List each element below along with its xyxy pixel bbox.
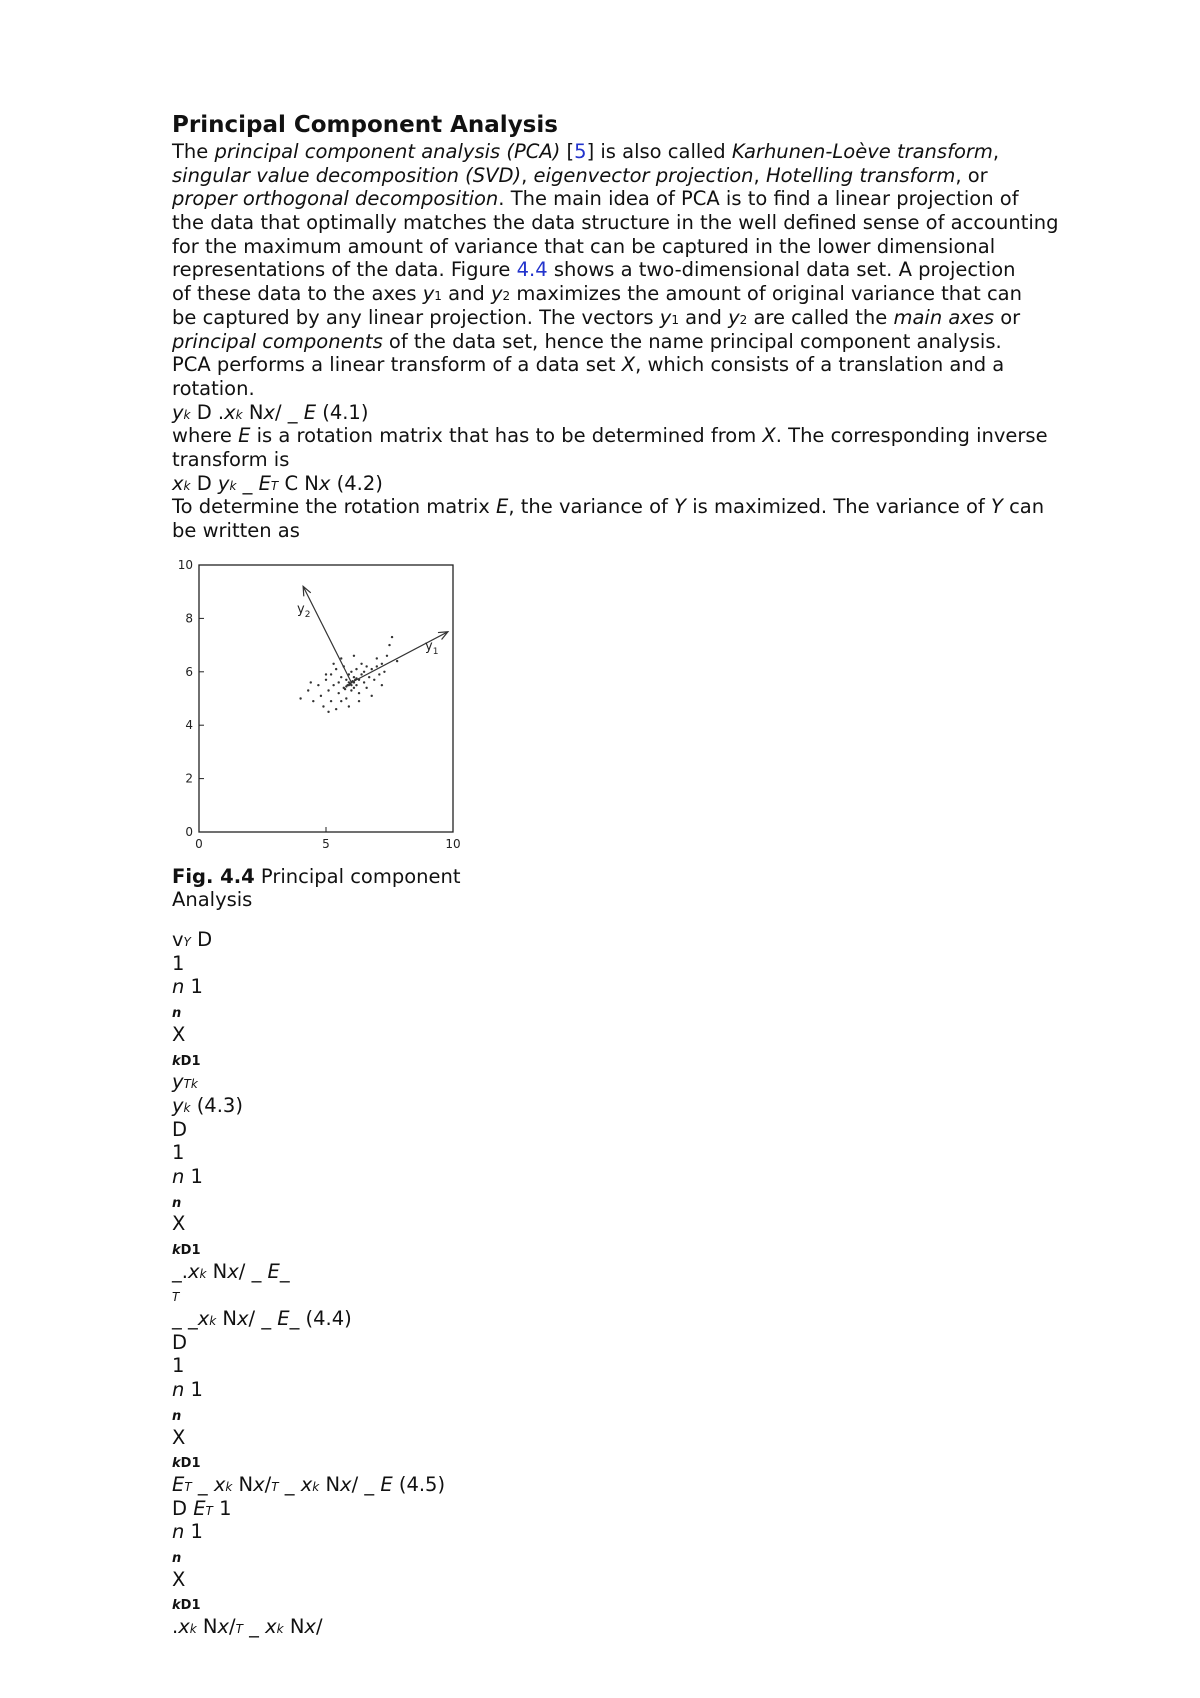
scatter-point [378, 673, 380, 675]
text: and [441, 282, 491, 306]
symbol: x [224, 400, 236, 424]
subscript: 1 [671, 312, 679, 327]
scatter-point [381, 684, 383, 686]
eq-line: 1 [172, 1354, 185, 1378]
scatter-point [355, 684, 357, 686]
axis-label-y2: $y_2$ [297, 601, 311, 620]
x-tick-label: 5 [322, 836, 330, 851]
text: or [994, 305, 1021, 329]
scatter-point [349, 682, 351, 684]
symbol: y [659, 305, 672, 329]
scatter-point [322, 705, 324, 707]
symbol: E [496, 495, 509, 519]
equation-4-1 [172, 401, 1112, 425]
equation-block [172, 928, 1112, 1639]
eq-line: D [172, 1330, 188, 1354]
eq-line: kD1 [172, 1456, 201, 1472]
term-hotelling: Hotelling transform [765, 163, 956, 187]
text: To determine the rotation matrix [172, 495, 497, 519]
document-content [172, 110, 1112, 1639]
symbol: y [172, 400, 184, 424]
figure-caption [172, 865, 1112, 889]
paragraph-line-6 [172, 258, 1112, 282]
subscript: k [235, 407, 243, 422]
eq-line: n 1 [172, 1520, 203, 1544]
scatter-point [386, 654, 388, 656]
eq-line: X [172, 1425, 186, 1449]
scatter-point [325, 673, 327, 675]
scatter-point [312, 700, 314, 702]
text: can [1002, 495, 1045, 519]
eq-line: _.xk Nx/ _ E_ [172, 1259, 290, 1283]
y-tick-label: 6 [185, 664, 193, 679]
y-tick-label: 2 [185, 771, 193, 786]
eq-line: n 1 [172, 1378, 203, 1402]
paragraph-line-1 [172, 140, 1112, 164]
eq-line: n [172, 1006, 182, 1022]
symbol: E [303, 400, 317, 424]
text: D [190, 471, 218, 495]
eq-line: X [172, 1212, 186, 1236]
text: _ [236, 471, 259, 495]
subscript: 2 [739, 312, 748, 327]
scatter-point [320, 694, 322, 696]
paragraph-line-14: transform is [172, 447, 290, 471]
term-eigenvector: eigenvector projection [533, 163, 754, 187]
subscript: k [183, 478, 191, 493]
eq-line: yTk [172, 1070, 198, 1094]
scatter-point [299, 697, 301, 699]
equation-4-2 [172, 472, 1112, 496]
scatter-point [335, 668, 337, 670]
subscript: k [229, 478, 237, 493]
paragraph-line-10 [172, 353, 1112, 377]
symbol: Y [990, 495, 1003, 519]
symbol: y [217, 471, 230, 495]
scatter-point [360, 662, 362, 664]
paragraph-line-7 [172, 282, 1112, 306]
scatter-point [344, 688, 346, 690]
subscript: 1 [434, 289, 442, 304]
scatter-point [307, 689, 309, 691]
subscript: 2 [502, 289, 511, 304]
x-tick-label: 10 [445, 836, 461, 851]
term-principal-components: principal components [172, 329, 383, 353]
scatter-point [353, 654, 355, 656]
symbol: X [762, 424, 776, 448]
paragraph-line-8 [172, 306, 1112, 330]
eq-line: n 1 [172, 1164, 203, 1188]
text: [ [560, 140, 575, 163]
symbol: x [318, 471, 331, 495]
symbol: x [172, 471, 184, 495]
y-tick-label: 0 [185, 824, 193, 839]
eq-line: T [172, 1290, 180, 1305]
scatter-point [350, 670, 352, 672]
eq-line: kD1 [172, 1053, 201, 1069]
eq-line: n 1 [172, 975, 203, 999]
subscript: T [270, 478, 279, 493]
eq-line: 1 [172, 951, 185, 975]
text: of the data set, hence the name principal component analysis. [382, 329, 1002, 353]
principal-axes [303, 586, 448, 682]
text: , or [955, 163, 988, 187]
symbol: X [621, 353, 636, 377]
scatter-point [330, 673, 332, 675]
text: D . [190, 400, 225, 424]
scatter-point [360, 673, 362, 675]
eq-line: D [172, 1117, 188, 1141]
term-svd: singular value decomposition (SVD) [172, 163, 522, 187]
scatter-point [363, 681, 365, 683]
paragraph-line-4: the data that optimally matches the data structure in the well defined sense of accounting [172, 211, 1059, 235]
eq-line: n [172, 1408, 182, 1424]
eq-line: kD1 [172, 1598, 201, 1614]
text: ] is also called [586, 140, 732, 163]
eq-line: 1 [172, 1141, 185, 1165]
text: where [172, 424, 239, 448]
paragraph-line-5: for the maximum amount of variance that can be captured in the lower dimensional [172, 234, 996, 258]
eq-line: kD1 [172, 1243, 201, 1258]
axis-label-y1: $y_1$ [425, 638, 439, 657]
text: representations of the data. Figure [172, 258, 517, 282]
scatter-point [381, 662, 383, 664]
paragraph-line-11: rotation. [172, 376, 255, 400]
text: . The corresponding inverse [775, 424, 1048, 448]
scatter-point [365, 686, 367, 688]
scatter-point [368, 676, 370, 678]
eq-line: X [172, 1022, 186, 1046]
eq-line: .xk Nx/T _ xk Nx/ [172, 1615, 323, 1638]
x-tick-label: 0 [195, 836, 203, 851]
scatter-point [345, 678, 347, 680]
scatter-point [332, 684, 334, 686]
text: C N [278, 471, 319, 495]
scatter-point [327, 710, 329, 712]
citation-link[interactable]: 5 [574, 140, 587, 163]
eq-line: yk (4.3) [172, 1093, 243, 1117]
text: be captured by any linear projection. The vectors [172, 305, 660, 329]
scatter-point [317, 684, 319, 686]
term-main-axes: main axes [893, 305, 995, 329]
plot-frame [199, 565, 453, 832]
paragraph-line-3 [172, 187, 1112, 211]
paragraph-line-13 [172, 424, 1112, 448]
eq-line: n [172, 1195, 182, 1211]
scatter-point [348, 705, 350, 707]
scatter-point [376, 657, 378, 659]
text: (4.1) [316, 400, 369, 424]
eq-line: _ _xk Nx/ _ E_ (4.4) [172, 1307, 352, 1331]
scatter-point [325, 678, 327, 680]
paragraph-line-9 [172, 330, 1112, 354]
caption-text: Principal component [254, 864, 461, 888]
scatter-point [396, 660, 398, 662]
text: . The main idea of PCA is to find a linear projection of [498, 187, 1019, 211]
y-tick-label: 10 [177, 557, 193, 572]
text: shows a two-dimensional data set. A projection [547, 258, 1016, 282]
text: maximizes the amount of original variance that can [510, 282, 1022, 306]
text: is a rotation matrix that has to be determined from [250, 424, 763, 448]
scatter-point [338, 681, 340, 683]
scatter-point [338, 692, 340, 694]
scatter-point [327, 689, 329, 691]
text: , the variance of [508, 495, 675, 519]
scatter-points [299, 636, 398, 713]
scatter-point [373, 678, 375, 680]
scatter-point [350, 689, 352, 691]
scatter-point [363, 670, 365, 672]
section-title: Principal Component Analysis [172, 112, 558, 138]
scatter-point [376, 665, 378, 667]
axis-ticks [178, 558, 461, 851]
text: The [172, 140, 215, 163]
scatter-point [388, 644, 390, 646]
term-pod: proper orthogonal decomposition [172, 187, 499, 211]
eq-line: X [172, 1567, 186, 1591]
subscript: k [183, 407, 191, 422]
arrow-shaft-y1 [351, 631, 448, 682]
symbol: E [238, 424, 251, 448]
eq-line: n [172, 1550, 182, 1566]
scatter-point [332, 662, 334, 664]
symbol: E [258, 471, 271, 495]
pca-figure [172, 555, 472, 855]
eq-line: D ET 1 [172, 1496, 232, 1520]
scatter-point [371, 668, 373, 670]
scatter-point [358, 700, 360, 702]
symbol: y [728, 305, 740, 329]
scatter-point [365, 665, 367, 667]
text: , [521, 163, 534, 187]
text: / _ [274, 400, 304, 424]
y-tick-label: 4 [185, 717, 193, 732]
term-pca: principal component analysis (PCA) [214, 140, 561, 163]
paragraph-line-16 [172, 495, 1112, 519]
scatter-point [358, 692, 360, 694]
paragraph-line-17: be written as [172, 519, 300, 542]
symbol: Y [674, 495, 687, 519]
symbol: y [422, 282, 435, 306]
symbol: x [263, 400, 275, 424]
text: , [753, 163, 766, 187]
figure-link[interactable]: 4.4 [516, 258, 548, 282]
y-tick-label: 8 [185, 611, 193, 626]
text: PCA performs a linear transform of a data set [172, 353, 622, 377]
text: and [678, 305, 729, 329]
scatter-point [371, 694, 373, 696]
term-klt: Karhunen-Loève transform [731, 140, 993, 163]
scatter-point [391, 636, 393, 638]
text: , [992, 140, 1000, 163]
symbol: y [490, 282, 503, 306]
text: is maximized. The variance of [686, 495, 991, 519]
scatter-point [340, 676, 342, 678]
pca-scatter-plot [172, 555, 472, 855]
text: N [242, 400, 264, 424]
text: are called the [747, 305, 894, 329]
scatter-point [345, 697, 347, 699]
scatter-point [310, 681, 312, 683]
eq-line: vY D [172, 928, 213, 952]
scatter-point [353, 686, 355, 688]
caption-number: Fig. 4.4 [172, 864, 255, 888]
paragraph-line-2 [172, 164, 1112, 188]
figure-caption-line-2: Analysis [172, 888, 253, 912]
text: , which consists of a translation and a [635, 353, 1005, 377]
scatter-point [383, 670, 385, 672]
scatter-point [355, 668, 357, 670]
arrow-shaft-y2 [303, 586, 351, 682]
scatter-point [353, 676, 355, 678]
text: (4.2) [330, 471, 383, 495]
text: of these data to the axes [172, 282, 423, 306]
eq-line: ET _ xk Nx/T _ xk Nx/ _ E (4.5) [172, 1472, 446, 1496]
scatter-point [346, 684, 348, 686]
scatter-point [340, 700, 342, 702]
scatter-point [330, 700, 332, 702]
scatter-point [335, 708, 337, 710]
